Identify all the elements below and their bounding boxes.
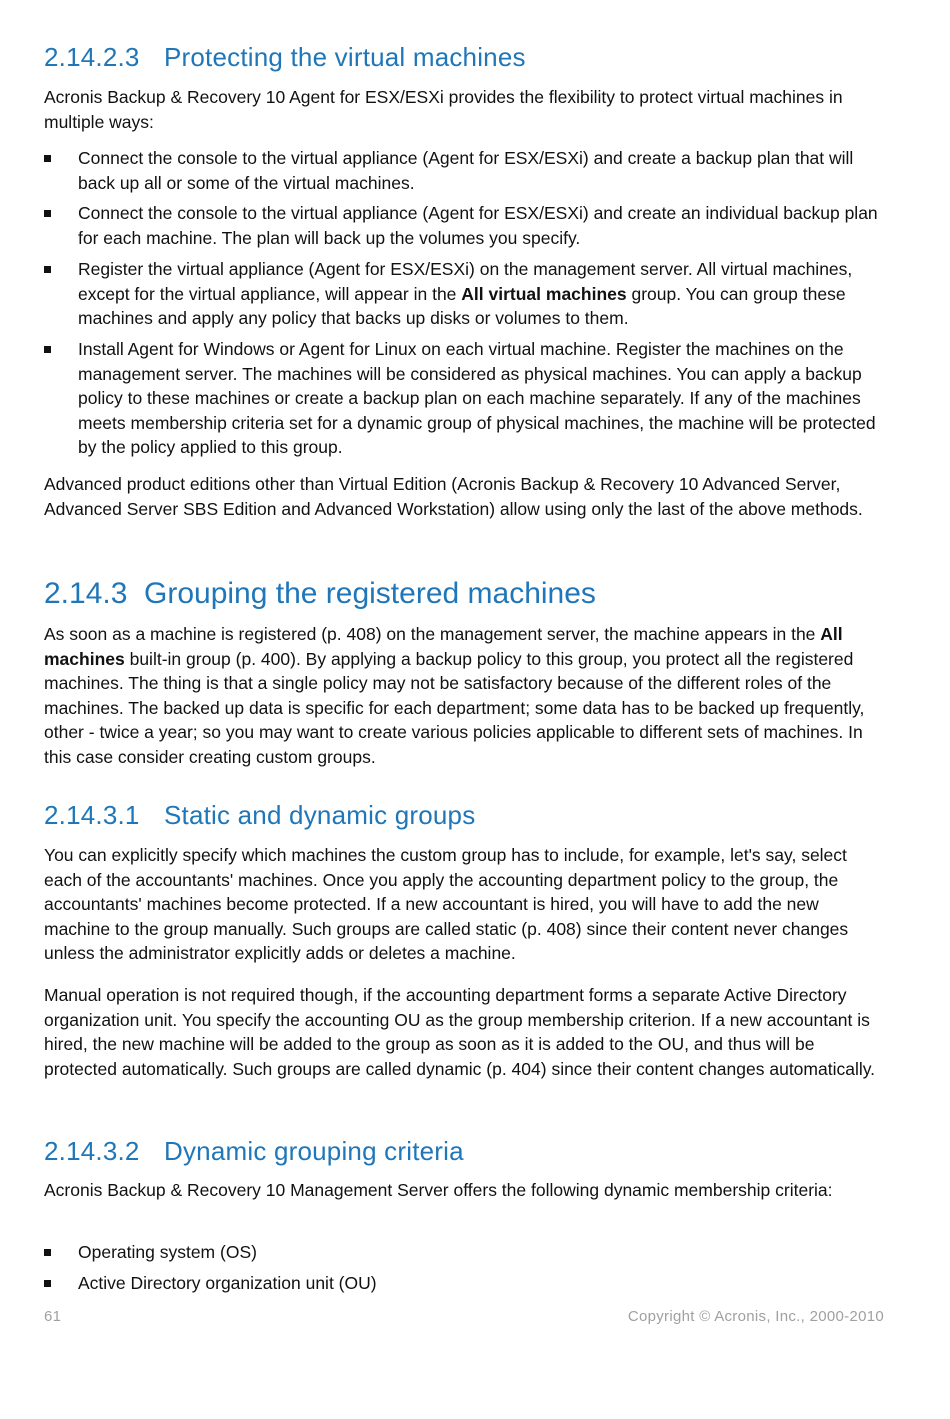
list-item [44, 257, 884, 331]
page-number: 61 [44, 1308, 62, 1325]
section-number: 2.14.2.3 [44, 42, 140, 72]
list-item-text: Connect the console to the virtual appliance (Agent for ESX/ESXi) and create an individual backup plan for each machine. The plan will back up the volumes you specify. [78, 203, 878, 248]
list-item-text: Operating system (OS) [78, 1242, 257, 1262]
section-number: 2.14.3 [44, 577, 128, 610]
bullet-icon [44, 1249, 51, 1256]
section-title: Protecting the virtual machines [164, 42, 526, 72]
copyright-notice: Copyright © Acronis, Inc., 2000-2010 [627, 1308, 884, 1325]
list-item [44, 337, 884, 460]
bullet-icon [44, 266, 51, 273]
section-number: 2.14.3.2 [44, 1136, 140, 1166]
paragraph-intro: Acronis Backup & Recovery 10 Agent for ESX/ESXi provides the flexibility to protect virtual machines in multiple ways: [44, 87, 843, 132]
bold-term: All machines [44, 624, 843, 669]
list-item [44, 146, 884, 195]
paragraph-outro: Advanced product editions other than Virtual Edition (Acronis Backup & Recovery 10 Advanced Server, Advanced Server SBS Edition and Advanced Workstation) allow using only the last of the above methods. [44, 474, 863, 519]
section-heading-2-14-2-3 [44, 42, 526, 73]
paragraph: As soon as a machine is registered (p. 408) on the management server, the machine appears in the All machines built-in group (p. 400). By applying a backup policy to this group, you protect all the registered machines. The thing is that a single policy may not be satisfactory because of the different roles of the machines. The backed up data is specific for each department; some data has to be backed up frequently, other - twice a year; so you may want to create various policies applicable to different sets of machines. In this case consider creating custom groups. [44, 624, 865, 767]
section-number: 2.14.3.1 [44, 800, 140, 830]
section-title: Dynamic grouping criteria [164, 1136, 464, 1166]
list-item-text: Register the virtual appliance (Agent for ESX/ESXi) on the management server. All virtual machines, except for the virtual appliance, will appear in the All virtual machines group. You can group these machines and apply any policy that backs up disks or volumes to them. [78, 259, 853, 329]
bullet-icon [44, 346, 51, 353]
section-heading-2-14-3-1 [44, 800, 475, 831]
list-item [44, 1271, 884, 1296]
section-heading-2-14-3-2 [44, 1136, 464, 1167]
paragraph: You can explicitly specify which machines the custom group has to include, for example, let's say, select each of the accountants' machines. Once you apply the accounting department policy to the group, the accountants' machines become protected. If a new accountant is hired, you will have to add the new machine to the group manually. Such groups are called static (p. 408) since their content never changes unless the administrator explicitly adds or deletes a machine. [44, 845, 849, 964]
bullet-icon [44, 155, 51, 162]
list-item-text: Active Directory organization unit (OU) [78, 1273, 377, 1293]
list-item-text: Connect the console to the virtual appliance (Agent for ESX/ESXi) and create a backup plan that will back up all or some of the virtual machines. [78, 148, 854, 193]
paragraph-intro: Acronis Backup & Recovery 10 Management Server offers the following dynamic membership criteria: [44, 1180, 833, 1200]
bullet-icon [44, 1280, 51, 1287]
list-item-text: Install Agent for Windows or Agent for Linux on each virtual machine. Register the machines on the management server. The machines will be considered as physical machines. You can apply a backup policy to these machines or create a backup plan on each machine separately. If any of the machines meets membership criteria set for a dynamic group of physical machines, the machine will be protected by the policy applied to this group. [78, 339, 876, 458]
section-heading-2-14-3 [44, 577, 596, 611]
list-item [44, 201, 884, 250]
section-title: Grouping the registered machines [144, 577, 596, 610]
section-title: Static and dynamic groups [164, 800, 476, 830]
list-item [44, 1240, 884, 1265]
paragraph: Manual operation is not required though, if the accounting department forms a separate Active Directory organization unit. You specify the accounting OU as the group membership criterion. If a new accountant is hired, the new machine will be added to the group as soon as it is added to the OU, and thus will be protected automatically. Such groups are called dynamic (p. 404) since their content changes automatically. [44, 985, 876, 1079]
bold-term: All virtual machines [461, 283, 627, 304]
bullet-icon [44, 210, 51, 217]
